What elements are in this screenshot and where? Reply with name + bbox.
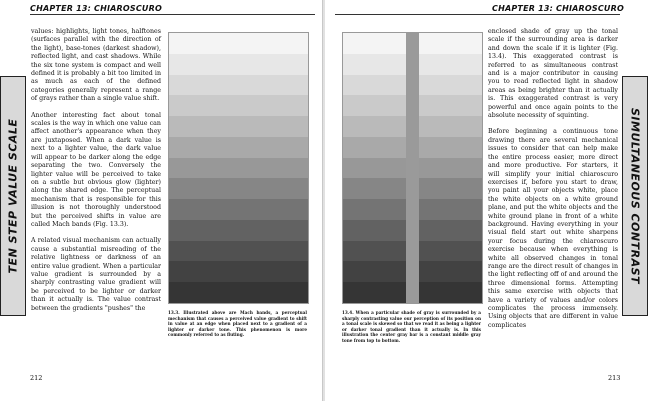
side-tab-left-label: TEN STEP VALUE SCALE [6,118,20,274]
figure-caption-right: 13.4. When a particular shade of gray is surrounded by a sharply contrasting value our perception of its position on a tonal scale is skewed so that we read it as being a lighter or darker tonal gradient than it actually is. In this illustration the center gray bar is a constant middle gray tone from top to bottom. [342,310,481,343]
value-swatch [169,75,308,96]
paragraph: values: highlights, light tones, halftones (surfaces parallel with the direction of the light), base-tones (darkest shadow), reflected light, and cast shadows. While the six tone system is compact and well defined it is probably a bit too limited in as much as each of the defined categories generally represent a range of grays rather than a single value shift. [31,28,161,103]
running-header-right: CHAPTER 13: CHIAROSCURO [492,4,624,13]
value-swatch [169,116,308,137]
page-number-right: 213 [608,374,621,382]
paragraph: Another interesting fact about tonal scales is the way in which one value can affect another's appearance when they are juxtaposed. When a dark value is next to a lighter value, the dark value will appear to be darker along the edge separating the two. Conversely the lighter value will be perceived to take on a subtle but obvious glow (lighter) along the shared edge. The perceptual mechanism that is responsible for this illusion is not thoroughly understood but the perceived shifts in value are called Mach bands (Fig. 13.3). [31,111,161,228]
left-page [0,0,323,401]
paragraph: Before beginning a continuous tone drawing there are several mechanical issues to consider that can help make the entire process easier, more direct and more productive. For starters, it will simplify your initial chiaroscuro exercises if, before you start to draw, you paint all your objects white, place the white objects on a white ground plane, and put the white objects and the white ground plane in front of a white background. Having everything in your visual field start out white sharpens your focus during the chiaroscuro exercise because when everything is white all observed changes in tonal range are the direct result of changes in the light reflecting off of and around the three dimensional forms. Attempting this same exercise with objects that have a variety of values and/or colors complicates the process immensely. Using objects that are different in value complicates [488,128,618,329]
value-swatch [169,199,308,220]
paragraph: A related visual mechanism can actually cause a substantial misreading of the relative lightness or darkness of an entire value gradient. When a particular value gradient is surrounded by a sharply contrasting value gradient will be perceived to be lighter or darker than it actually is. The value contrast between the gradients "pushes" the [31,237,161,312]
value-swatch [169,261,308,282]
value-swatch [169,158,308,179]
value-swatch [169,95,308,116]
header-rule-right [335,14,620,15]
mach-bands-figure [168,32,309,304]
paragraph: enclosed shade of gray up the tonal scale if the surrounding area is darker and down the scale if it is lighter (Fig. 13.4). This exaggerated contrast is referred to as simultaneous contrast and is a major contributor in causing you to read reflected light in shadow areas as being brighter than it actually is. This exaggerated contrast is very powerful and once again points to the absolute necessity of squinting. [488,28,618,120]
value-swatch [169,178,308,199]
side-tab-right-label: SIMULTANEOUS CONTRAST [628,107,642,285]
value-swatch [169,54,308,75]
page-number-left: 212 [30,374,43,382]
body-text-left [31,28,161,321]
side-tab-right [622,76,648,316]
running-header-left: CHAPTER 13: CHIAROSCURO [30,4,162,13]
simultaneous-contrast-figure [342,32,483,304]
value-swatch [169,220,308,241]
header-rule-left [30,14,315,15]
value-swatch [169,282,308,303]
figure-caption-left: 13.3. Illustrated above are Mach bands, a perceptual mechanism that causes a perceived value gradient to shift in value at an edge when placed next to a gradient of a lighter or darker tone. This phenomenon is more commonly referred to as fluting. [168,310,307,338]
value-swatch [169,241,308,262]
constant-gray-bar [406,33,420,303]
value-swatch [169,137,308,158]
side-tab-left [0,76,26,316]
right-page [325,0,648,401]
body-text-right [488,28,618,338]
value-swatch [169,33,308,54]
